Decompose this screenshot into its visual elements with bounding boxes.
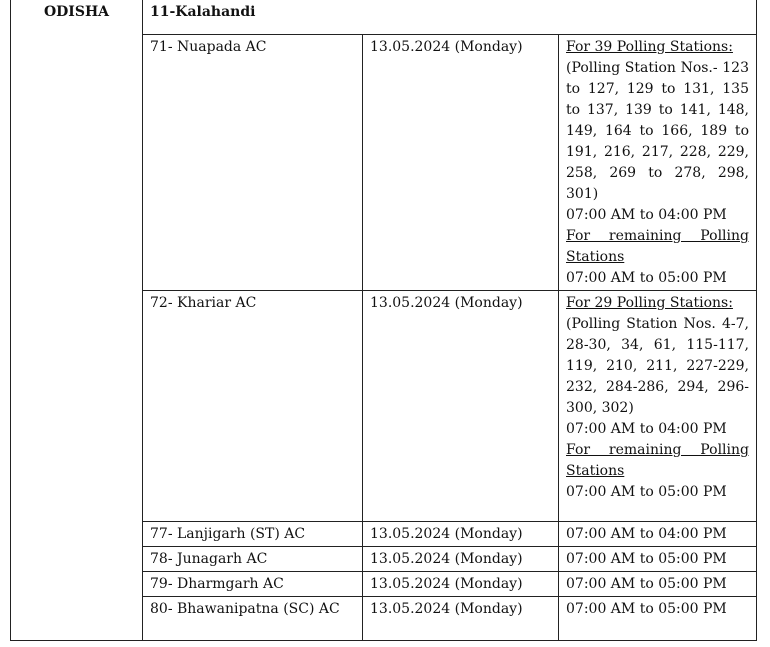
table-row xyxy=(11,0,757,35)
date-cell xyxy=(363,547,559,572)
timing-value: 07:00 AM to 04:00 PM xyxy=(566,526,727,542)
date-cell xyxy=(363,522,559,547)
ac-cell xyxy=(143,35,363,291)
timing-cell xyxy=(559,597,757,641)
timing-value: 07:00 AM to 05:00 PM xyxy=(566,601,727,617)
timing-cell xyxy=(559,35,757,291)
state-name: ODISHA xyxy=(43,4,110,20)
state-cell xyxy=(11,0,143,641)
timing-heading: For remaining Polling xyxy=(566,228,749,244)
district-name: 11-Kalahandi xyxy=(150,4,256,20)
ac-cell xyxy=(143,522,363,547)
timing-heading: Stations xyxy=(566,463,625,479)
poll-date: 13.05.2024 (Monday) xyxy=(370,39,523,55)
ac-name: 79- Dharmgarh AC xyxy=(150,576,284,592)
timing-value: 07:00 AM to 05:00 PM xyxy=(566,270,727,286)
date-cell xyxy=(363,597,559,641)
timing-heading: For 29 Polling Stations: xyxy=(566,295,733,311)
timing-value: 07:00 AM to 05:00 PM xyxy=(566,551,727,567)
station-list: (Polling Station Nos. 4-7, 28-30, 34, 61, 115-117, 119, 210, 211, 227-229, 232, 284-286, 294, 296-300, 302) xyxy=(566,316,749,416)
timing-value: 07:00 AM to 04:00 PM xyxy=(566,207,727,223)
timing-cell xyxy=(559,572,757,597)
ac-name: 72- Khariar AC xyxy=(150,295,257,311)
poll-date: 13.05.2024 (Monday) xyxy=(370,295,523,311)
poll-date: 13.05.2024 (Monday) xyxy=(370,601,523,617)
poll-date: 13.05.2024 (Monday) xyxy=(370,576,523,592)
station-list: (Polling Station Nos.- 123 to 127, 129 to 131, 135 to 137, 139 to 141, 148, 149, 164 to 166, 189 to 191, 216, 217, 228, 229, 258, 269 to 278, 298, 301) xyxy=(566,60,749,202)
district-cell xyxy=(143,0,757,35)
timing-value: 07:00 AM to 05:00 PM xyxy=(566,484,727,500)
ac-cell xyxy=(143,572,363,597)
ac-cell xyxy=(143,547,363,572)
date-cell xyxy=(363,291,559,522)
timing-heading: For 39 Polling Stations: xyxy=(566,39,733,55)
timing-cell xyxy=(559,291,757,522)
date-cell xyxy=(363,572,559,597)
poll-date: 13.05.2024 (Monday) xyxy=(370,551,523,567)
timing-heading: For remaining Polling xyxy=(566,442,749,458)
ac-name: 77- Lanjigarh (ST) AC xyxy=(150,526,306,542)
date-cell xyxy=(363,35,559,291)
ac-cell xyxy=(143,291,363,522)
ac-cell xyxy=(143,597,363,641)
polling-schedule-table xyxy=(10,0,757,641)
timing-value: 07:00 AM to 05:00 PM xyxy=(566,576,727,592)
timing-cell xyxy=(559,547,757,572)
ac-name: 80- Bhawanipatna (SC) AC xyxy=(150,601,340,617)
timing-cell xyxy=(559,522,757,547)
ac-name: 71- Nuapada AC xyxy=(150,39,267,55)
timing-value: 07:00 AM to 04:00 PM xyxy=(566,421,727,437)
poll-date: 13.05.2024 (Monday) xyxy=(370,526,523,542)
timing-heading: Stations xyxy=(566,249,625,265)
ac-name: 78- Junagarh AC xyxy=(150,551,268,567)
